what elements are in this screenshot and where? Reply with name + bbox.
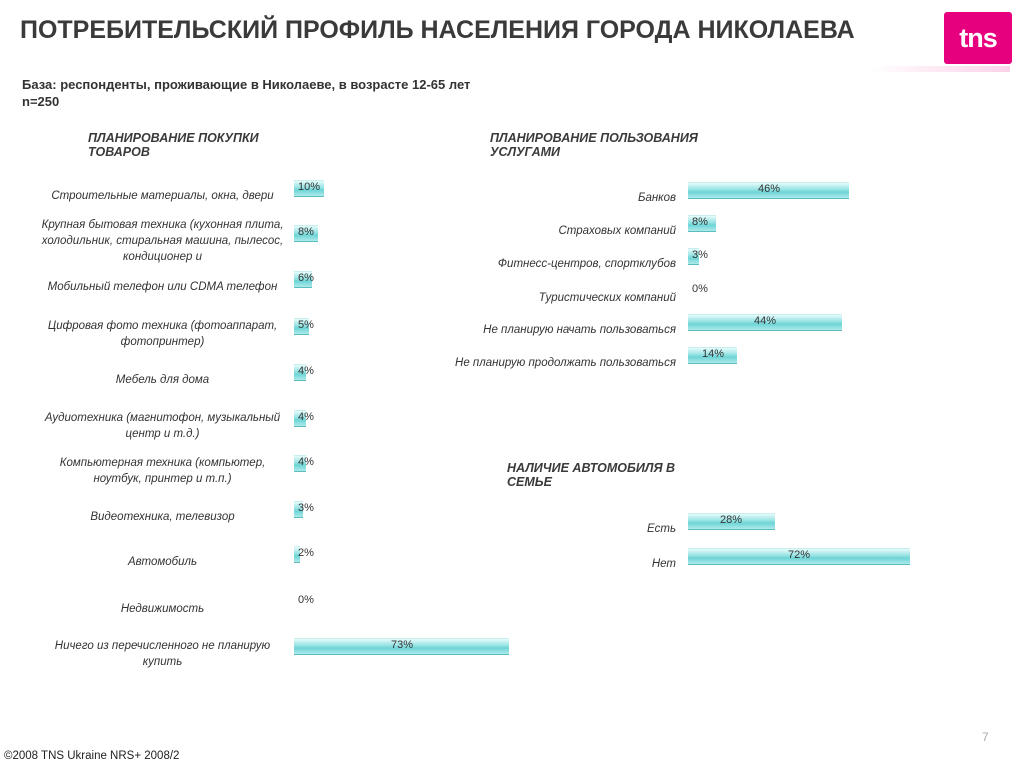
- category-label: Мебель для дома: [115, 374, 210, 386]
- value-label: 2%: [298, 547, 314, 559]
- category-label: Нет: [651, 558, 676, 570]
- category-label: Видеотехника, телевизор: [90, 511, 235, 523]
- category-label: Туристических компаний: [538, 292, 676, 304]
- chart-title: ПЛАНИРОВАНИЕ ПОЛЬЗОВАНИЯ УСЛУГАМИ: [490, 131, 698, 159]
- value-label: 5%: [298, 319, 314, 331]
- category-label: Автомобиль: [127, 556, 198, 568]
- value-label: 3%: [298, 502, 314, 514]
- category-label: Мобильный телефон или CDMA телефон: [47, 281, 278, 293]
- category-label: Строительные материалы, окна, двери: [51, 190, 274, 202]
- category-label: Банков: [637, 192, 676, 204]
- category-label: Компьютерная техника (компьютер, ноутбук, принтер и т.п.): [59, 457, 266, 485]
- footer-copyright: ©2008 TNS Ukraine NRS+ 2008/2: [4, 750, 180, 762]
- chart-title: ПЛАНИРОВАНИЕ ПОКУПКИ ТОВАРОВ: [88, 131, 259, 159]
- chart-title: НАЛИЧИЕ АВТОМОБИЛЯ В СЕМЬЕ: [507, 461, 676, 489]
- category-label: Не планирую продолжать пользоваться: [455, 357, 676, 369]
- value-label: 44%: [754, 315, 777, 327]
- value-label: 6%: [298, 272, 314, 284]
- value-label: 14%: [702, 348, 725, 360]
- value-label: 0%: [692, 283, 708, 295]
- value-label: 4%: [298, 411, 314, 423]
- value-label: 72%: [788, 549, 811, 561]
- value-label: 3%: [692, 249, 708, 261]
- value-label: 28%: [720, 514, 743, 526]
- tns-logo: tns: [944, 12, 1012, 64]
- category-label: Крупная бытовая техника (кухонная плита, холодильник, стиральная машина, пылесос, кондиционер и: [41, 219, 284, 263]
- value-label: 46%: [758, 183, 781, 195]
- base-description: [22, 76, 470, 110]
- value-label: 73%: [391, 639, 414, 651]
- category-label: Страховых компаний: [558, 225, 676, 237]
- value-label: 0%: [298, 594, 314, 606]
- page-title: ПОТРЕБИТЕЛЬСКИЙ ПРОФИЛЬ НАСЕЛЕНИЯ ГОРОДА НИКОЛАЕВА: [20, 16, 855, 44]
- category-label: Не планирую начать пользоваться: [483, 324, 676, 336]
- value-label: 8%: [298, 226, 314, 238]
- page-number: 7: [982, 730, 989, 744]
- category-label: Ничего из перечисленного не планирую купить: [54, 640, 271, 668]
- logo-decoration: [870, 66, 1010, 72]
- category-label: Цифровая фото техника (фотоаппарат, фотопринтер): [47, 320, 278, 348]
- value-label: 4%: [298, 365, 314, 377]
- base-line: База: респонденты, проживающие в Николаеве, в возрасте 12-65 лет: [22, 77, 471, 92]
- category-label: Недвижимость: [120, 603, 205, 615]
- value-label: 4%: [298, 456, 314, 468]
- category-label: Есть: [646, 523, 676, 535]
- category-label: Фитнесс-центров, спортклубов: [497, 258, 676, 270]
- sample-size: n=250: [22, 94, 60, 109]
- value-label: 10%: [298, 181, 321, 193]
- value-label: 8%: [692, 216, 708, 228]
- category-label: Аудиотехника (магнитофон, музыкальный центр и т.д.): [44, 412, 281, 440]
